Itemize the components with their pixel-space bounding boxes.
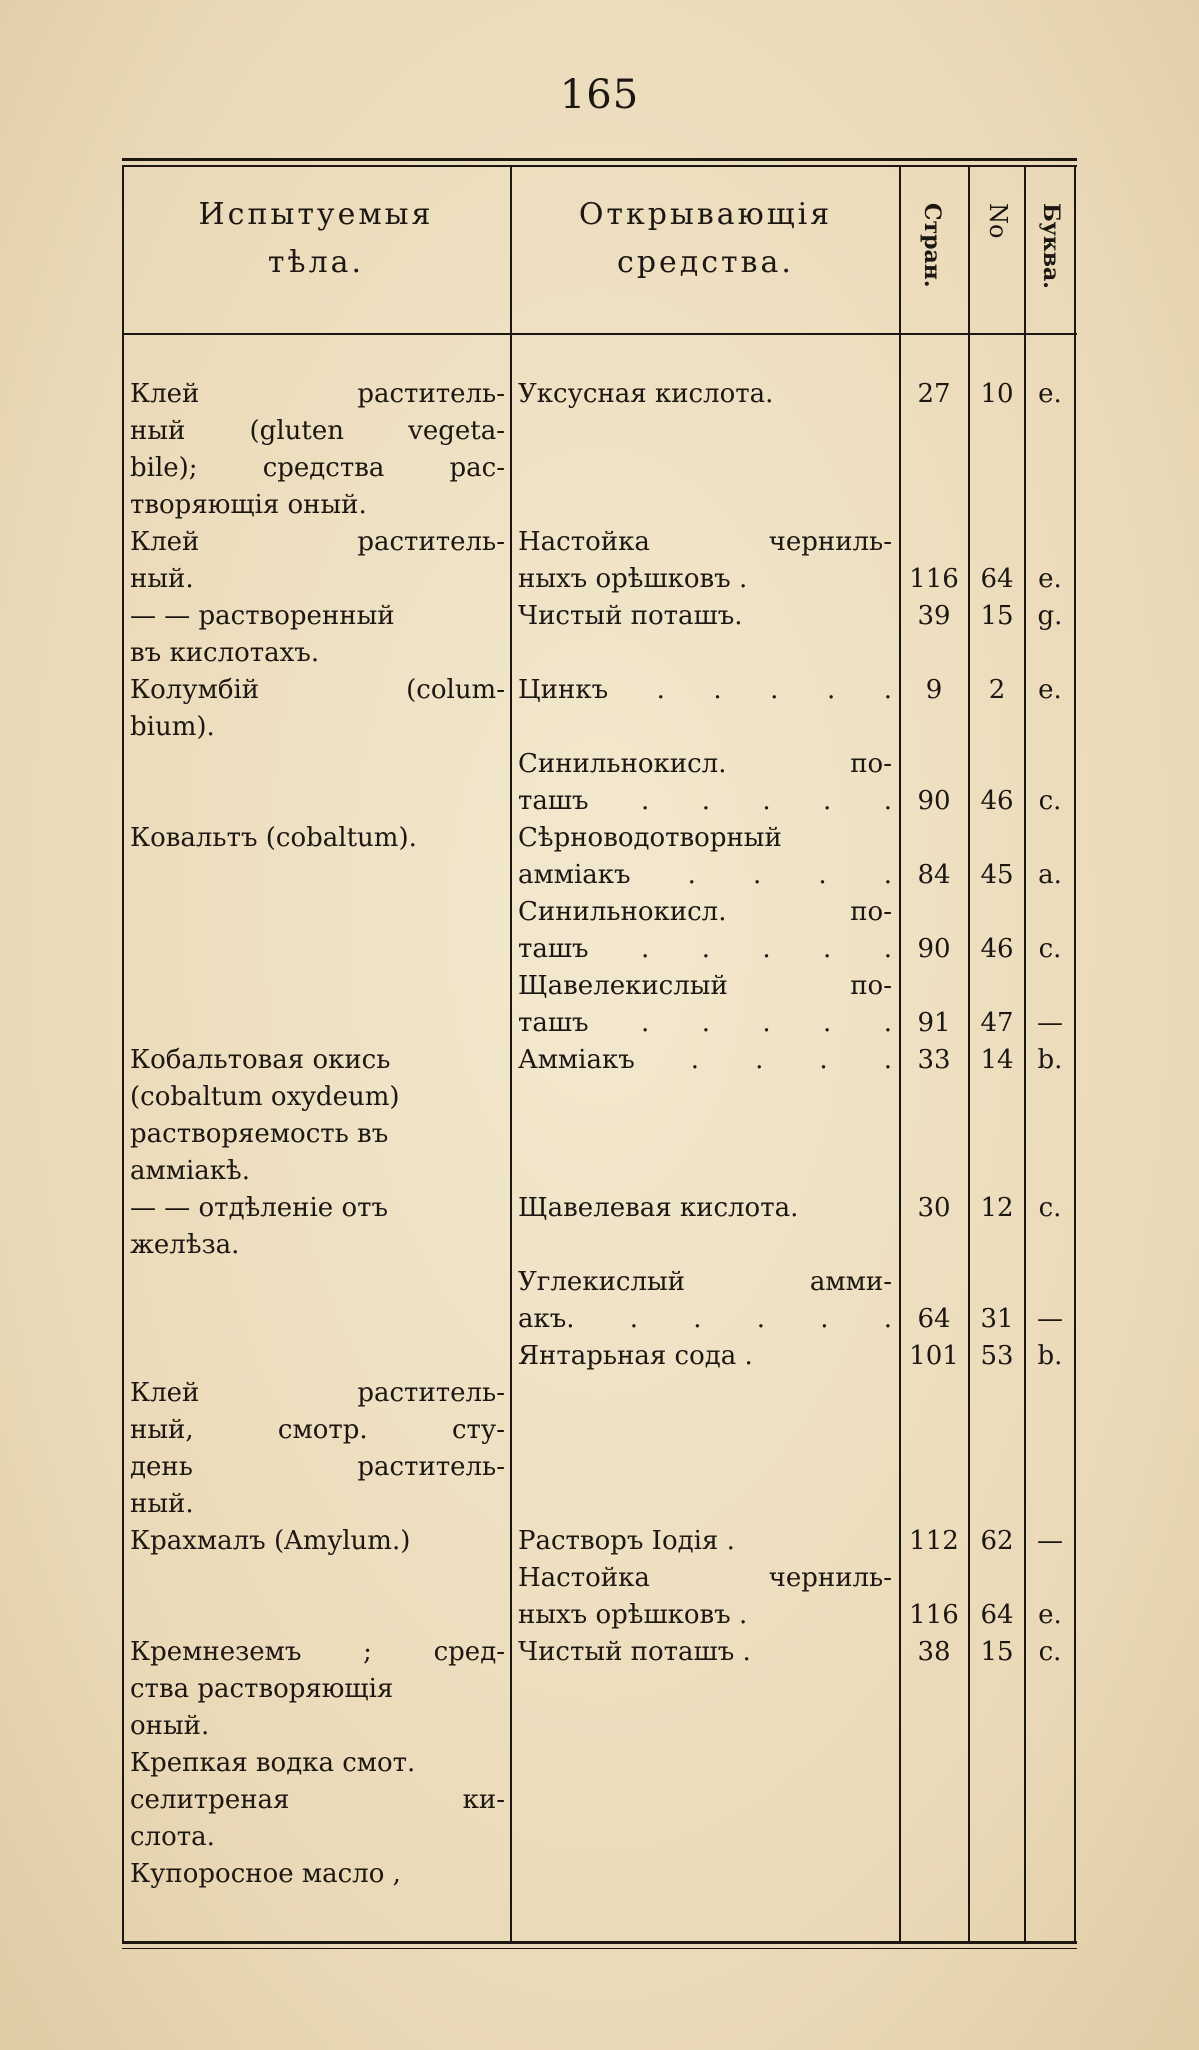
reagent-table xyxy=(122,158,1077,1951)
page-ref: 112 xyxy=(909,1526,959,1556)
tested-body-line: Ковальтъ (cobaltum). xyxy=(130,823,417,853)
entry-letter: b. xyxy=(1037,1045,1063,1075)
column-divider-right-edge xyxy=(1074,167,1076,1941)
reagent-line: Цинкъ . . . . . xyxy=(518,675,892,705)
entry-number: 15 xyxy=(980,1637,1014,1667)
tested-body-line: желѣза. xyxy=(130,1230,240,1260)
tested-body-line: амміакѣ. xyxy=(130,1156,250,1186)
tested-body-line: (cobaltum oxydeum) xyxy=(130,1082,400,1112)
header-reagents xyxy=(512,191,899,287)
tested-body-line: Купоросное масло , xyxy=(130,1859,401,1889)
reagent-line: Щавелевая кислота. xyxy=(518,1193,799,1223)
tested-body-line: творяющія оный. xyxy=(130,490,367,520)
entry-number: 46 xyxy=(980,786,1014,816)
tested-body-line: селитреная ки- xyxy=(130,1785,505,1815)
column-divider-1 xyxy=(510,167,512,1941)
entry-number: 31 xyxy=(980,1304,1014,1334)
entry-letter: e. xyxy=(1038,379,1062,409)
tested-body-line: Крепкая водка смот. xyxy=(130,1748,416,1778)
reagent-line: ташъ . . . . . xyxy=(518,1008,892,1038)
reagent-line: Щавелекислый по- xyxy=(518,971,892,1001)
header-tested-bodies-line2: тѣла. xyxy=(267,245,365,280)
entry-number: 12 xyxy=(980,1193,1014,1223)
tested-body-line: Клей раститель- xyxy=(130,379,505,409)
reagent-line: Настойка черниль- xyxy=(518,1563,892,1593)
reagent-line: Сѣрноводотворный xyxy=(518,823,782,853)
header-reagents-line2: средства. xyxy=(617,245,794,280)
entry-letter: c. xyxy=(1038,934,1062,964)
header-top-double-rule xyxy=(122,165,1077,167)
header-tested-bodies-line1: Испытуемыя xyxy=(198,197,434,232)
entry-letter: c. xyxy=(1038,1637,1062,1667)
tested-body-line: Кобальтовая окись xyxy=(130,1045,391,1075)
page-ref: 39 xyxy=(917,601,951,631)
page-ref: 27 xyxy=(917,379,951,409)
entry-letter: c. xyxy=(1038,1193,1062,1223)
page-ref: 90 xyxy=(917,934,951,964)
reagent-line: Синильнокисл. по- xyxy=(518,749,892,779)
tested-body-line: Клей раститель- xyxy=(130,527,505,557)
entry-number: 46 xyxy=(980,934,1014,964)
tested-body-line: — — растворенный xyxy=(130,601,395,631)
reagent-line: Синильнокисл. по- xyxy=(518,897,892,927)
tested-body-line: ный, смотр. сту- xyxy=(130,1415,505,1445)
reagent-line: амміакъ . . . . xyxy=(518,860,892,890)
reagent-line: акъ. . . . . . xyxy=(518,1304,892,1334)
page-ref: 116 xyxy=(909,564,959,594)
tested-body-line: ный. xyxy=(130,564,194,594)
page-ref: 101 xyxy=(909,1341,959,1371)
page-ref: 33 xyxy=(917,1045,951,1075)
reagent-line: Амміакъ . . . . xyxy=(518,1045,892,1075)
reagent-line: Чистый поташъ. xyxy=(518,601,743,631)
header-bottom-rule xyxy=(122,333,1077,335)
tested-body-line: bile); средства рас- xyxy=(130,453,505,483)
entry-letter: c. xyxy=(1038,786,1062,816)
tested-body-line: въ кислотахъ. xyxy=(130,638,320,668)
entry-number: 10 xyxy=(980,379,1014,409)
tested-body-line: оный. xyxy=(130,1711,210,1741)
reagent-line: ташъ . . . . . xyxy=(518,786,892,816)
entry-letter: e. xyxy=(1038,675,1062,705)
column-divider-left-edge xyxy=(122,167,124,1941)
header-number-column: No xyxy=(984,203,1012,239)
entry-number: 15 xyxy=(980,601,1014,631)
page-ref: 116 xyxy=(909,1600,959,1630)
entry-number: 45 xyxy=(980,860,1014,890)
tested-body-line: ный. xyxy=(130,1489,194,1519)
tested-body-line: растворяемость въ xyxy=(130,1119,389,1149)
reagent-line: Чистый поташъ . xyxy=(518,1637,751,1667)
table-bottom-rule-thin xyxy=(122,1948,1077,1949)
tested-body-line: Колумбій (colum- xyxy=(130,675,505,705)
page-number: 165 xyxy=(559,72,640,118)
page-ref: 64 xyxy=(917,1304,951,1334)
entry-number: 2 xyxy=(988,675,1006,705)
entry-letter: e. xyxy=(1038,564,1062,594)
reagent-line: Настойка черниль- xyxy=(518,527,892,557)
header-page-column: Стран. xyxy=(919,203,945,288)
reagent-line: ныхъ орѣшковъ . xyxy=(518,1600,748,1630)
entry-letter: — xyxy=(1037,1526,1063,1556)
entry-letter: e. xyxy=(1038,1600,1062,1630)
page-ref: 90 xyxy=(917,786,951,816)
tested-body-line: bium). xyxy=(130,712,215,742)
page-ref: 9 xyxy=(925,675,943,705)
tested-body-line: слота. xyxy=(130,1822,215,1852)
entry-letter: — xyxy=(1037,1304,1063,1334)
entry-letter: g. xyxy=(1037,601,1063,631)
entry-letter: — xyxy=(1037,1008,1063,1038)
entry-number: 47 xyxy=(980,1008,1014,1038)
page-ref: 30 xyxy=(917,1193,951,1223)
page-ref: 91 xyxy=(917,1008,951,1038)
reagent-line: ташъ . . . . . xyxy=(518,934,892,964)
header-letter-column: Буква. xyxy=(1038,203,1064,289)
page-ref: 84 xyxy=(917,860,951,890)
entry-number: 53 xyxy=(980,1341,1014,1371)
header-tested-bodies xyxy=(122,191,510,287)
tested-body-line: ства растворяющія xyxy=(130,1674,394,1704)
entry-number: 64 xyxy=(980,1600,1014,1630)
tested-body-line: день раститель- xyxy=(130,1452,505,1482)
page-ref: 38 xyxy=(917,1637,951,1667)
entry-number: 14 xyxy=(980,1045,1014,1075)
reagent-line: ныхъ орѣшковъ . xyxy=(518,564,748,594)
entry-number: 64 xyxy=(980,564,1014,594)
header-reagents-line1: Открывающія xyxy=(578,197,833,232)
reagent-line: Растворъ Іодія . xyxy=(518,1526,735,1556)
reagent-line: Янтарьная сода . xyxy=(518,1341,753,1371)
table-bottom-rule xyxy=(122,1941,1077,1944)
tested-body-line: ный (gluten vegeta- xyxy=(130,416,505,446)
reagent-line: Уксусная кислота. xyxy=(518,379,774,409)
tested-body-line: Крахмалъ (Amylum.) xyxy=(130,1526,411,1556)
tested-body-line: Клей раститель- xyxy=(130,1378,505,1408)
tested-body-line: Кремнеземъ ; сред- xyxy=(130,1637,505,1667)
tested-body-line: — — отдѣленіе отъ xyxy=(130,1193,389,1223)
entry-number: 62 xyxy=(980,1526,1014,1556)
entry-letter: a. xyxy=(1038,860,1062,890)
reagent-line: Углекислый амми- xyxy=(518,1267,892,1297)
entry-letter: b. xyxy=(1037,1341,1063,1371)
